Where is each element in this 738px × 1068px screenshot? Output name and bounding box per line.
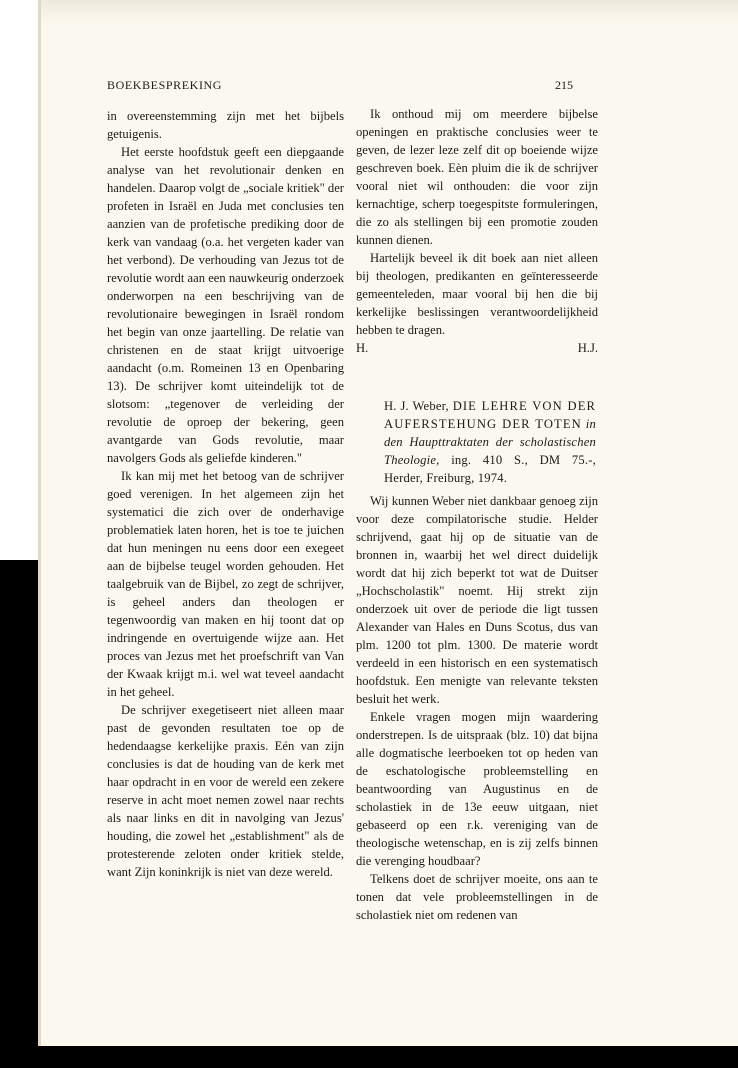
scan-border-bottom <box>0 1046 738 1068</box>
review-author: H. J. Weber, <box>384 399 449 413</box>
page-number: 215 <box>555 78 573 92</box>
paragraph: Ik kan mij met het betoog van de schrijver goed verenigen. In het algemeen zijn het systematici die zich over de onderhavige problematiek laten horen, het is toe te juichen dat hun meningen nu eens door een exegeet aan de bijbelse teugel worden gehouden. Het taalgebruik van de Bijbel, zo zegt de schrijver, is geheel anders dan theologen er tegenwoordig van maken en hij toont dat op indringende en overtuigende wijze aan. Het proces van Jezus met het proefschrift van Van der Kwaak krijgt m.i. wel wat teveel aandacht in het geheel. <box>107 469 344 699</box>
review-entry-heading <box>384 397 596 487</box>
paragraph: De schrijver exegetiseert niet alleen maar past de gevonden resultaten toe op de hedendaagse kerkelijke praxis. Eén van zijn conclusies is dat de houding van de kerk met haar opdracht in en voor de wereld een zekere reserve in acht moet nemen zowel naar rechts als naar links en dit in navolging van Jezus' houding, die zowel het „establishment" als de protesterende zeloten onder kritiek stelde, want Zijn koninkrijk is niet van deze wereld. <box>107 703 344 879</box>
running-header <box>107 78 573 93</box>
scan-shadow <box>38 0 738 22</box>
paragraph: Enkele vragen mogen mijn waardering onderstrepen. Is de uitspraak (blz. 10) dat bijna alle dogmatische leerboeken tot op heden van de eschatologische probleemstelling en beantwoording van Augustinus en de scholastiek in de 13e eeuw uitgaan, niet gebaseerd op een r.k. vereniging van de theologische wetenschap, en is zij zelfs binnen die verenging houdbaar? <box>356 710 598 868</box>
review-title: DIE LEHRE VON DER AUFERSTEHUNG DER TOTEN <box>384 399 596 431</box>
review-subtitle: in den Haupttraktaten der scholastischen Theologie, <box>384 417 596 467</box>
signoff-right: H.J. <box>577 341 598 355</box>
paragraph: Ik onthoud mij om meerdere bijbelse openingen en praktische conclusies weer te geven, de lezer leze zelf dit op boeiende wijze geschreven boek. Eèn pluim die ik de schrijver vooral niet wil onthouden: die voor zijn kernachtige, scherp toegespitste formuleringen, die zo als stellingen bij een promotie zouden kunnen dienen. <box>356 107 598 247</box>
signoff-left: H. <box>356 341 369 355</box>
paragraph: Het eerste hoofdstuk geeft een diepgaande analyse van het revolutionair denken en handelen. Daarop volgt de „sociale kritiek" der profeten in Israël en Juda met conclusies ten aanzien van de profetische prediking door de kerk van vandaag (o.a. het vergeten kader van het verbond). De verhouding van Jezus tot de revolutie wordt aan een nauwkeurig onderzoek onderworpen na een beschrijving van de revolutionaire bewegingen in Israël rondom het begin van onze jaartelling. De relatie van christenen en de staat krijgt uitvoerige aandacht (o.m. Romeinen 13 en Openbaring 13). De schrijver komt uiteindelijk tot de slotsom: „tegenover de verleiding der revolutie de oproep der bekering, geen avantgarde van Gods revolutie, maar navolgers Gods als geliefde kinderen." <box>107 145 344 465</box>
reviewer-signoff <box>356 339 598 357</box>
review-details: ing. 410 S., DM 75.-, Herder, Freiburg, 1974. <box>384 453 596 485</box>
left-column <box>107 107 344 881</box>
paragraph: Hartelijk beveel ik dit boek aan niet alleen bij theologen, predikanten en geïnteresseerde gemeenteleden, maar vooral bij hen die bij kerkelijke beslissingen verantwoordelijkheid hebben te dragen. <box>356 251 598 337</box>
right-column <box>356 105 598 924</box>
paragraph: Wij kunnen Weber niet dankbaar genoeg zijn voor deze compilatorische studie. Helder schrijvend, gaat hij op de situatie van de bronnen in, waarbij het wel direct duidelijk wordt dat hij zich beperkt tot wat de Duitser „Hochscholastik" noemt. Hij strekt zijn onderzoek uit over de periode die ligt tussen Alexander van Hales en Duns Scotus, dus van plm. 1200 tot plm. 1300. De materie wordt verdeeld in een historisch en een systematisch hoofdstuk. Een menigte van relevante teksten besluit het werk. <box>356 494 598 706</box>
page-edge <box>38 0 41 1068</box>
paragraph: in overeenstemming zijn met het bijbels getuigenis. <box>107 109 344 141</box>
running-title: BOEKBESPREKING <box>107 78 223 92</box>
paragraph: Telkens doet de schrijver moeite, ons aan te tonen dat vele probleemstellingen in de scholastiek niet om redenen van <box>356 872 598 922</box>
scan-border-left <box>0 560 38 1068</box>
